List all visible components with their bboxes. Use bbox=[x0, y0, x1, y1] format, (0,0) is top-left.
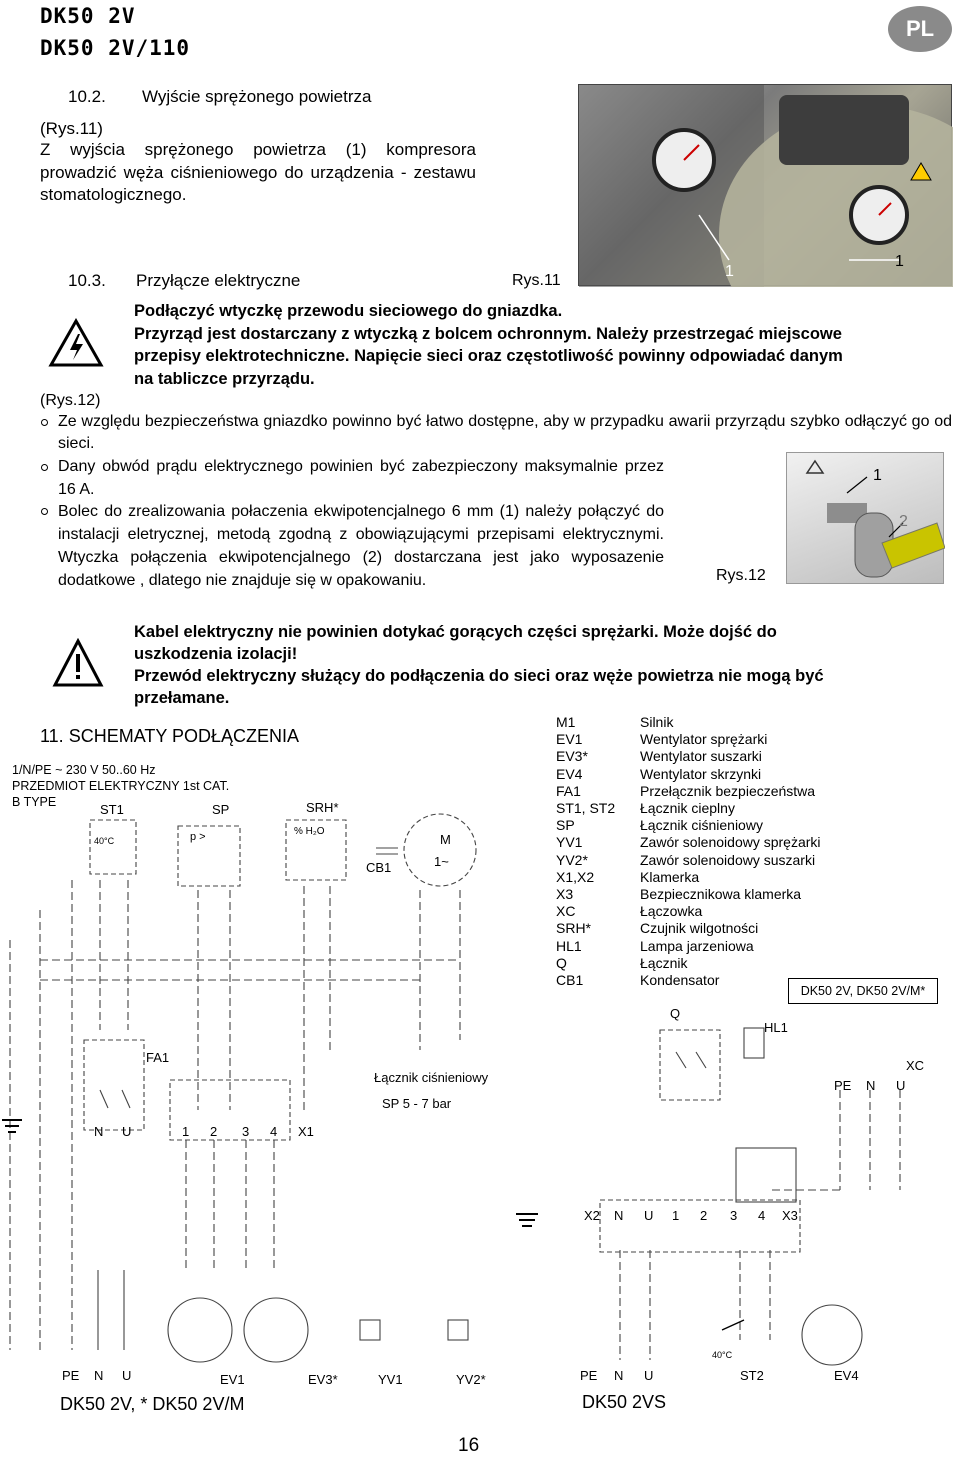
legend-row bbox=[556, 955, 821, 972]
legend-row bbox=[556, 920, 821, 937]
diagram-right-caption: DK50 2VS bbox=[582, 1392, 667, 1412]
legend-description: Wentylator sprężarki bbox=[640, 731, 768, 748]
label-srh-symbol: % H₂O bbox=[294, 826, 325, 837]
legend-row bbox=[556, 766, 821, 783]
legend-description: Zawór solenoidowy suszarki bbox=[640, 851, 816, 868]
warning-line-3: przepisy elektrotechniczne. Napięcie sieci oraz częstotliwość powinny odpowiadać danym bbox=[134, 347, 843, 365]
figure-12-callout-1: 1 bbox=[873, 467, 882, 484]
legend-description: Łącznik ciśnieniowy bbox=[640, 817, 763, 834]
terminal-2: 2 bbox=[210, 1124, 218, 1139]
section-10-3-title: Przyłącze elektryczne bbox=[136, 271, 301, 290]
figure-12-callout-2: 2 bbox=[899, 513, 908, 530]
legend-code: SRH* bbox=[556, 920, 592, 937]
section-10-2-number: 10.2. bbox=[68, 87, 106, 106]
legend-code: X1,X2 bbox=[556, 868, 595, 885]
terminal-n: N bbox=[94, 1124, 104, 1139]
legend-code: M1 bbox=[556, 714, 576, 730]
supply-line-2: PRZEDMIOT ELEKTRYCZNY 1st CAT. bbox=[12, 779, 230, 793]
label-motor: M bbox=[440, 832, 451, 847]
figure-11-caption: Rys.11 bbox=[512, 272, 561, 289]
label-capacitor: CB1 bbox=[366, 860, 392, 875]
legend-row bbox=[556, 852, 821, 869]
legend-description: Wentylator skrzynki bbox=[640, 765, 762, 782]
legend-description: Zawór solenoidowy sprężarki bbox=[640, 834, 821, 851]
terminal-right-1: 1 bbox=[672, 1208, 680, 1223]
label-srh: SRH* bbox=[306, 800, 339, 815]
legend-code: X3 bbox=[556, 886, 574, 903]
terminal-1: 1 bbox=[182, 1124, 190, 1139]
legend-row bbox=[556, 748, 821, 765]
legend-code: YV1 bbox=[556, 834, 583, 851]
figure-12-caption: Rys.12 bbox=[716, 567, 766, 584]
bullet-2-text: Dany obwód prądu elektrycznego powinien być zabezpieczony maksymalnie przez 16 A. bbox=[58, 458, 664, 498]
bullet-3-text: Bolec do zrealizowania połaczenia ekwipotencjalnego 6 mm (1) należy połączyć do instalacji eletrycznej, metodą zgodną z obowiązującymi przepisami elektrycznymi. Wtyczka połączenia ekwipotencjalnego (2) dostarczana jest jako wyposazenie dodatkowe , dlatego nie znajduje się w opakowaniu. bbox=[58, 503, 664, 589]
bullet-1-text: Ze względu bezpieczeństwa gniazdko powinno być łatwo dostępne, aby w przypadku awarii przyrządu szybko odłączyć go od sieci. bbox=[58, 413, 952, 452]
legend-row bbox=[556, 800, 821, 817]
legend-code: EV4 bbox=[556, 765, 583, 782]
legend-description: Łączowka bbox=[640, 903, 703, 920]
label-st2-temp: 40°C bbox=[712, 1350, 733, 1360]
legend-code: YV2* bbox=[556, 851, 588, 868]
legend-row bbox=[556, 834, 821, 851]
terminal-right-2: 2 bbox=[700, 1208, 708, 1223]
legend-row bbox=[556, 714, 821, 731]
bottom-right-st2: ST2 bbox=[740, 1368, 764, 1383]
legend-description: Przełącznik bezpieczeństwa bbox=[640, 782, 816, 799]
terminal-x3: X3 bbox=[782, 1208, 798, 1223]
legend-code: EV1 bbox=[556, 731, 583, 748]
legend-row bbox=[556, 903, 821, 920]
model-title-1: DK50 2V bbox=[40, 4, 136, 28]
caution-line-3: Przewód elektryczny służący do podłączenia do sieci oraz węże powietrza nie mogą być bbox=[134, 667, 824, 685]
section-10-2-ref: (Rys.11) bbox=[40, 119, 103, 138]
legend-description: Klamerka bbox=[640, 868, 700, 885]
bullet-marker bbox=[41, 464, 48, 471]
caution-line-2: uszkodzenia izolacji! bbox=[134, 645, 298, 663]
bullet-marker bbox=[41, 508, 48, 515]
warning-line-2: Przyrząd jest dostarczany z wtyczką z bolcem ochronnym. Należy przestrzegać miejscowe bbox=[134, 324, 842, 343]
legend-description: Silnik bbox=[640, 714, 674, 730]
label-st1: ST1 bbox=[100, 802, 124, 817]
legend-row bbox=[556, 972, 821, 989]
legend-code: SP bbox=[556, 817, 575, 834]
legend-description: Czujnik wilgotności bbox=[640, 920, 759, 937]
bottom-yv1: YV1 bbox=[378, 1372, 403, 1387]
diagram-right-box-label: DK50 2V, DK50 2V/M* bbox=[788, 978, 938, 1004]
label-xc-u: U bbox=[896, 1078, 906, 1093]
supply-line-3: B TYPE bbox=[12, 795, 57, 809]
terminal-u: U bbox=[122, 1124, 132, 1139]
caution-icon bbox=[52, 638, 104, 693]
legend-description: Łącznik cieplny bbox=[640, 800, 735, 817]
warning-line-1: Podłączyć wtyczkę przewodu sieciowego do gniazdka. bbox=[134, 302, 563, 320]
bottom-ev3: EV3* bbox=[308, 1372, 338, 1387]
label-motor-phase: 1~ bbox=[434, 854, 449, 869]
label-sp-note-1: Łącznik ciśnieniowy bbox=[374, 1070, 489, 1085]
bottom-right-u: U bbox=[644, 1368, 654, 1383]
legend-code: EV3* bbox=[556, 748, 588, 765]
bottom-right-n: N bbox=[614, 1368, 624, 1383]
label-xc: XC bbox=[906, 1058, 925, 1073]
bottom-right-pe: PE bbox=[580, 1368, 598, 1383]
wiring-diagram-left bbox=[0, 790, 560, 1420]
section-11-title: 11. SCHEMATY PODŁĄCZENIA bbox=[40, 726, 300, 746]
caution-line-4: przełamane. bbox=[134, 689, 230, 707]
label-hl1: HL1 bbox=[764, 1020, 788, 1035]
terminal-right-4: 4 bbox=[758, 1208, 766, 1223]
figure-12-photo bbox=[786, 452, 944, 584]
diagram-left-caption: DK50 2V, * DK50 2V/M bbox=[60, 1394, 245, 1414]
label-fa1: FA1 bbox=[146, 1050, 170, 1065]
figure-11-callout-left: 1 bbox=[725, 263, 734, 280]
section-10-3-number: 10.3. bbox=[68, 271, 106, 290]
terminal-4: 4 bbox=[270, 1124, 278, 1139]
bottom-ev1: EV1 bbox=[220, 1372, 245, 1387]
figure-11-photo bbox=[578, 84, 952, 286]
model-title-2: DK50 2V/110 bbox=[40, 36, 191, 60]
figure-11-callout-right: 1 bbox=[895, 253, 904, 270]
legend-row bbox=[556, 817, 821, 834]
label-sp: SP bbox=[212, 802, 230, 817]
legend-row bbox=[556, 938, 821, 955]
bottom-yv2: YV2* bbox=[456, 1372, 486, 1387]
page-number: 16 bbox=[458, 1435, 480, 1456]
language-badge: PL bbox=[888, 6, 952, 52]
section-10-2-title: Wyjście sprężonego powietrza bbox=[142, 87, 372, 106]
label-sp-symbol: p > bbox=[190, 831, 206, 843]
bottom-right-ev4: EV4 bbox=[834, 1368, 859, 1383]
terminal-right-u: U bbox=[644, 1208, 654, 1223]
bullet-marker bbox=[41, 419, 48, 426]
terminal-right-3: 3 bbox=[730, 1208, 738, 1223]
terminal-x2: X2 bbox=[584, 1208, 600, 1223]
legend-description: Bezpiecznikowa klamerka bbox=[640, 886, 802, 903]
legend-description: Lampa jarzeniowa bbox=[640, 937, 754, 954]
terminal-3: 3 bbox=[242, 1124, 250, 1139]
label-xc-pe: PE bbox=[834, 1078, 852, 1093]
label-xc-n: N bbox=[866, 1078, 876, 1093]
caution-line-1: Kabel elektryczny nie powinien dotykać gorących części sprężarki. Może dojść do bbox=[134, 623, 777, 641]
legend-row bbox=[556, 886, 821, 903]
label-st1-temp: 40°C bbox=[94, 836, 115, 846]
terminal-x1: X1 bbox=[298, 1124, 314, 1139]
legend-description: Wentylator suszarki bbox=[640, 748, 762, 765]
supply-line-1: 1/N/PE ~ 230 V 50..60 Hz bbox=[12, 763, 156, 777]
label-sp-note-2: SP 5 - 7 bar bbox=[382, 1096, 452, 1111]
legend bbox=[556, 714, 821, 989]
figure-12-illustration bbox=[787, 453, 945, 585]
bottom-u: U bbox=[122, 1368, 132, 1383]
wiring-diagram-right bbox=[500, 1000, 958, 1400]
legend-code: Q bbox=[556, 954, 567, 971]
electric-warning-icon bbox=[48, 318, 104, 373]
legend-code: XC bbox=[556, 903, 576, 920]
warning-line-4: na tabliczce przyrządu. bbox=[134, 369, 315, 388]
legend-code: ST1, ST2 bbox=[556, 800, 616, 817]
terminal-right-n: N bbox=[614, 1208, 624, 1223]
section-10-3-ref: (Rys.12) bbox=[40, 392, 101, 409]
legend-description: Kondensator bbox=[640, 972, 720, 989]
bottom-pe: PE bbox=[62, 1368, 80, 1383]
label-q: Q bbox=[670, 1006, 681, 1021]
bottom-n: N bbox=[94, 1368, 104, 1383]
legend-code: FA1 bbox=[556, 782, 581, 799]
legend-description: Łącznik bbox=[640, 954, 688, 971]
legend-row bbox=[556, 731, 821, 748]
legend-code: HL1 bbox=[556, 937, 582, 954]
legend-row bbox=[556, 783, 821, 800]
legend-row bbox=[556, 869, 821, 886]
legend-code: CB1 bbox=[556, 972, 584, 989]
section-10-2-text: Z wyjścia sprężonego powietrza (1) kompresora prowadzić węża ciśnieniowego do urządzenia - zestawu stomatologicznego. bbox=[40, 140, 476, 204]
